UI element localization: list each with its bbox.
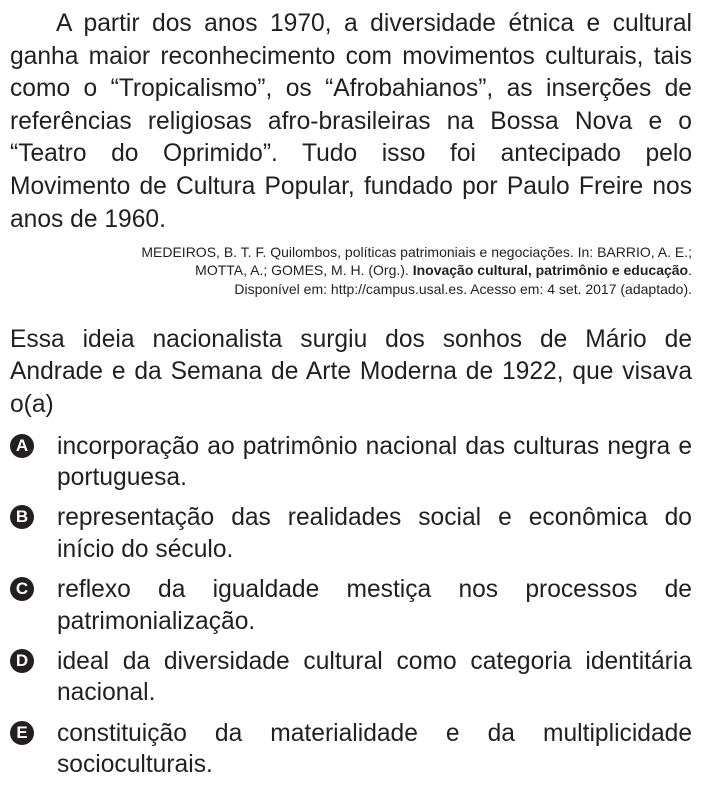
alternative-a-marker[interactable]: A xyxy=(10,434,34,458)
alternative-a[interactable] xyxy=(10,431,692,494)
alternative-c-marker[interactable]: C xyxy=(10,577,34,601)
citation xyxy=(10,243,692,298)
citation-line-3: Disponível em: http://campus.usal.es. Acesso em: 4 set. 2017 (adaptado). xyxy=(234,280,692,297)
citation-book-title: Inovação cultural, patrimônio e educação xyxy=(412,262,689,279)
alternative-b[interactable] xyxy=(10,502,692,565)
question-stem: Essa ideia nacionalista surgiu dos sonhos de Mário de Andrade e da Semana de Arte Moderna de 1922, que visava o(a) xyxy=(10,325,692,418)
citation-line-2 xyxy=(10,261,692,279)
source-paragraph: A partir dos anos 1970, a diversidade étnica e cultural ganha maior reconhecimento com movimentos culturais, tais como o “Tropicalismo”, os “Afrobahianos”, as inserções de referências religiosas afro-brasileiras na Bossa Nova e o “Teatro do Oprimido”. Tudo isso foi antecipado pelo Movimento de Cultura Popular, fundado por Paulo Freire nos anos de 1960. xyxy=(10,10,692,233)
alternative-c[interactable] xyxy=(10,574,692,637)
alternative-b-marker[interactable]: B xyxy=(10,505,34,529)
citation-authors: MOTTA, A.; GOMES, M. H. (Org.). xyxy=(195,262,413,279)
alternative-a-text: incorporação ao patrimônio nacional das culturas negra e portuguesa. xyxy=(57,432,692,491)
alternative-e-marker[interactable]: E xyxy=(10,721,34,745)
alternative-e[interactable] xyxy=(10,718,692,781)
alternative-d-marker[interactable]: D xyxy=(10,649,34,673)
citation-period: . xyxy=(688,262,692,279)
alternative-d[interactable] xyxy=(10,646,692,709)
alternative-b-text: representação das realidades social e econômica do início do século. xyxy=(57,504,692,563)
alternatives-list xyxy=(10,431,692,781)
alternative-c-text: reflexo da igualdade mestiça nos processos de patrimonialização. xyxy=(57,576,692,635)
alternative-e-text: constituição da materialidade e da multiplicidade socioculturais. xyxy=(57,719,692,779)
alternative-d-text: ideal da diversidade cultural como categoria identitária nacional. xyxy=(57,647,692,707)
citation-line-1: MEDEIROS, B. T. F. Quilombos, políticas patrimoniais e negociações. In: BARRIO, A. E.; xyxy=(141,244,692,261)
